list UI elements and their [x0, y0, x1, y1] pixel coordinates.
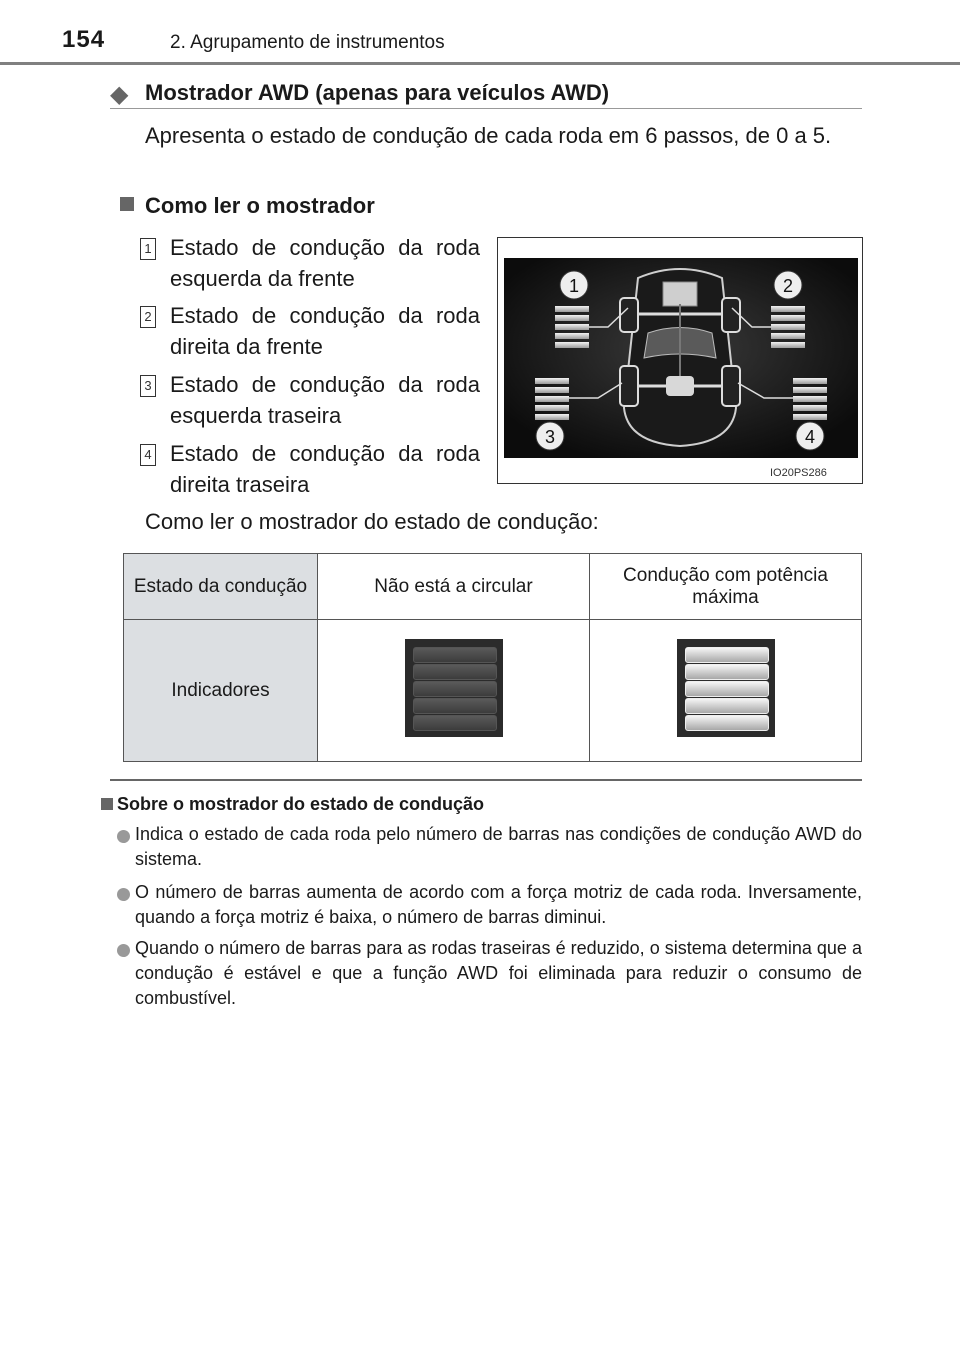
item-number-3: 3	[140, 375, 156, 397]
indicator-bar	[685, 698, 769, 714]
indicator-bar	[685, 647, 769, 663]
note-bullet-1: Indica o estado de cada roda pelo número de barras nas condições de condução AWD do sistema.	[135, 824, 862, 869]
note-bullet-2: O número de barras aumenta de acordo com a força motriz de cada roda. Inversamente, quando a força motriz é baixa, o número de barras diminui.	[135, 882, 862, 927]
section-divider	[110, 108, 862, 109]
bullet-icon	[117, 944, 130, 957]
callout-1	[560, 271, 588, 299]
awd-display-illustration	[498, 238, 862, 483]
diamond-icon: ◆	[110, 81, 129, 108]
idle-indicator	[405, 639, 503, 737]
indicator-bar	[685, 715, 769, 731]
section-title: Mostrador AWD (apenas para veículos AWD)	[145, 80, 610, 105]
driving-state-table	[123, 553, 862, 762]
indicator-bar	[413, 698, 497, 714]
item-text-2: Estado de condução da roda direita da frente	[170, 303, 480, 359]
bullet-icon	[117, 830, 130, 843]
svg-text:4: 4	[804, 427, 816, 447]
svg-text:1: 1	[568, 276, 580, 296]
indicator-bar	[685, 681, 769, 697]
indicator-bar	[413, 664, 497, 680]
table-header-state: Estado da condução	[124, 554, 318, 620]
chapter-title: 2. Agrupamento de instrumentos	[170, 32, 445, 53]
svg-text:2: 2	[782, 276, 794, 296]
table-row-label: Indicadores	[124, 620, 318, 762]
bullet-icon	[117, 888, 130, 901]
callout-2	[774, 271, 802, 299]
indicator-bar	[413, 647, 497, 663]
square-bullet-icon	[120, 197, 134, 211]
awd-display-figure	[497, 237, 863, 484]
table-header-max: Condução com potência máxima	[590, 554, 862, 620]
indicator-bar	[413, 681, 497, 697]
max-power-indicator	[677, 639, 775, 737]
table-cell-max	[590, 620, 862, 762]
item-text-1: Estado de condução da roda esquerda da frente	[170, 235, 480, 291]
callout-3	[536, 422, 564, 450]
item-text-3: Estado de condução da roda esquerda traseira	[170, 372, 480, 428]
subsection-title: Como ler o mostrador	[145, 193, 375, 218]
figure-label: IO20PS286	[770, 467, 827, 479]
table-header-idle: Não está a circular	[318, 554, 590, 620]
square-bullet-icon	[101, 798, 113, 810]
car-outline	[620, 269, 740, 446]
table-cell-idle	[318, 620, 590, 762]
item-number-1: 1	[140, 238, 156, 260]
note-bullet-3: Quando o número de barras para as rodas traseiras é reduzido, o sistema determina que a condução é estável e que a função AWD foi eliminada para reduzir o consumo de combustível.	[135, 938, 862, 1008]
indicator-bar	[685, 664, 769, 680]
callout-4	[796, 422, 824, 450]
page-number: 154	[62, 26, 106, 53]
notes-divider	[110, 779, 862, 781]
item-text-4: Estado de condução da roda direita traseira	[170, 441, 480, 497]
item-number-2: 2	[140, 306, 156, 328]
header-divider	[0, 62, 960, 65]
notes-title: Sobre o mostrador do estado de condução	[117, 794, 485, 814]
howto-text: Como ler o mostrador do estado de condução:	[145, 509, 599, 534]
svg-text:3: 3	[544, 427, 556, 447]
indicator-bar	[413, 715, 497, 731]
section-intro: Apresenta o estado de condução de cada roda em 6 passos, de 0 a 5.	[145, 123, 832, 148]
item-number-4: 4	[140, 444, 156, 466]
